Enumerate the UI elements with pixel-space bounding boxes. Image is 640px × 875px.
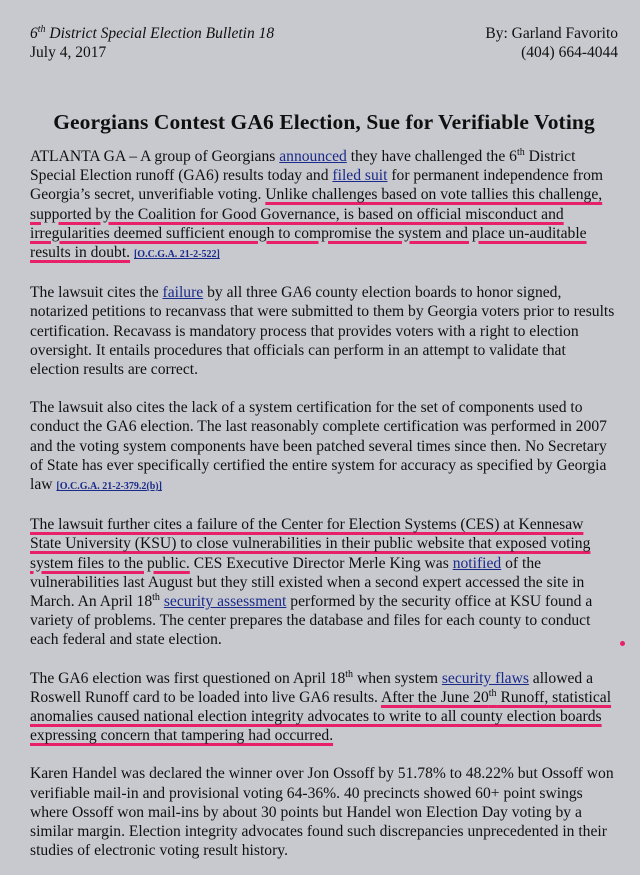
bulletin-date: July 4, 2017 bbox=[30, 44, 107, 61]
citation-link-2[interactable]: [O.C.G.A. 21-2-379.2(b)] bbox=[56, 481, 162, 493]
author-phone: (404) 664-4044 bbox=[521, 44, 618, 61]
bulletin-meta bbox=[30, 24, 274, 62]
author-block bbox=[485, 24, 618, 62]
headline: Georgians Contest GA6 Election, Sue for Verifiable Voting bbox=[53, 110, 595, 134]
bulletin-header bbox=[30, 22, 618, 70]
security-assessment-link[interactable]: security assessment bbox=[163, 593, 287, 611]
citation-link[interactable]: [O.C.G.A. 21-2-522] bbox=[133, 249, 220, 261]
highlighted-text-2: The lawsuit further cites a failure of the Center for Election Systems (CES) at Kennesaw State University (KSU) to close vulnerabilities in their public website that exposed voting system files to the public. bbox=[30, 516, 591, 572]
paragraph-6: Karen Handel was declared the winner over Jon Ossoff by 51.78% to 48.22% but Ossoff won verifiable mail-in and provisional voting 64-36%. 40 precincts showed 60+ point swings where Ossoff won mail-ins by about 30 points but Handel won Election Day voting by a similar margin. Election integrity advocates found such discrepancies unprecedented in their studies of electronic voting result history. bbox=[30, 765, 614, 860]
notified-link[interactable]: notified bbox=[452, 554, 502, 572]
bulletin-title: 6th District Special Election Bulletin 18 bbox=[30, 23, 275, 42]
highlight-dot bbox=[620, 641, 625, 646]
author-name: By: Garland Favorito bbox=[485, 25, 618, 42]
announced-link[interactable]: announced bbox=[279, 148, 347, 165]
security-flaws-link[interactable]: security flaws bbox=[441, 669, 529, 687]
paragraph-4: The lawsuit further cites a failure of the Center for Election Systems (CES) at Kennesaw State University (KSU) to close vulnerabilities in their public website that exposed voting system files to the public. CES Executive Director Merle King was notified of the vulnerabilities last August but they still existed when a second expert accessed the site in March. An April 18th security assessment performed by the security office at KSU found a variety of problems. The center prepares the database and files for each county to conduct each federal and state election. bbox=[30, 516, 593, 649]
filed-suit-link[interactable]: filed suit bbox=[332, 167, 388, 185]
highlighted-text: Unlike challenges based on vote tallies this challenge, supported by the Coalition for Good Governance, is based on official misconduct and irregularities deemed sufficient enough to compromise the system and place un-auditable results in doubt. bbox=[30, 186, 603, 262]
paragraph-2: The lawsuit cites the failure by all three GA6 county election boards to honor signed, notarized petitions to recanvass that were submitted to them by Georgia voters prior to results certification. Recavass is mandatory process that provides voters with a right to election oversight. It entails procedures that officials can perform in an attempt to validate that election results are correct. bbox=[30, 284, 615, 379]
paragraph-1: ATLANTA GA – A group of Georgians announced they have challenged the 6th District Special Election runoff (GA6) results today and filed suit for permanent independence from Georgia’s secret, unverifiable voting. Unlike challenges based on vote tallies this challenge, supported by the Coalition for Good Governance, is based on official misconduct and irregularities deemed sufficient enough to compromise the system and place un-auditable results in doubt. [O.C.G.A. 21-2-522] bbox=[30, 146, 604, 262]
failure-link[interactable]: failure bbox=[162, 284, 204, 302]
paragraph-5: The GA6 election was first questioned on April 18th when system security flaws allowed a Roswell Runoff card to be loaded into live GA6 results. After the June 20th Runoff, statistical anomalies caused national election integrity advocates to write to all county election boards expressing concern that tampering had occurred. bbox=[30, 668, 612, 745]
paragraph-3: The lawsuit also cites the lack of a system certification for the set of components used to conduct the GA6 election. The last reasonably complete certification was performed in 2007 and the voting system components have been patched several times since then. No Secretary of State has ever specifically certified the entire system for accuracy as specified by Georgia law [O.C.G.A. 21-2-379.2(b)] bbox=[30, 399, 607, 494]
highlighted-text-3: After the June 20th Runoff, statistical anomalies caused national election integrity advocates to write to all county election boards expressing concern that tampering had occurred. bbox=[30, 687, 612, 745]
